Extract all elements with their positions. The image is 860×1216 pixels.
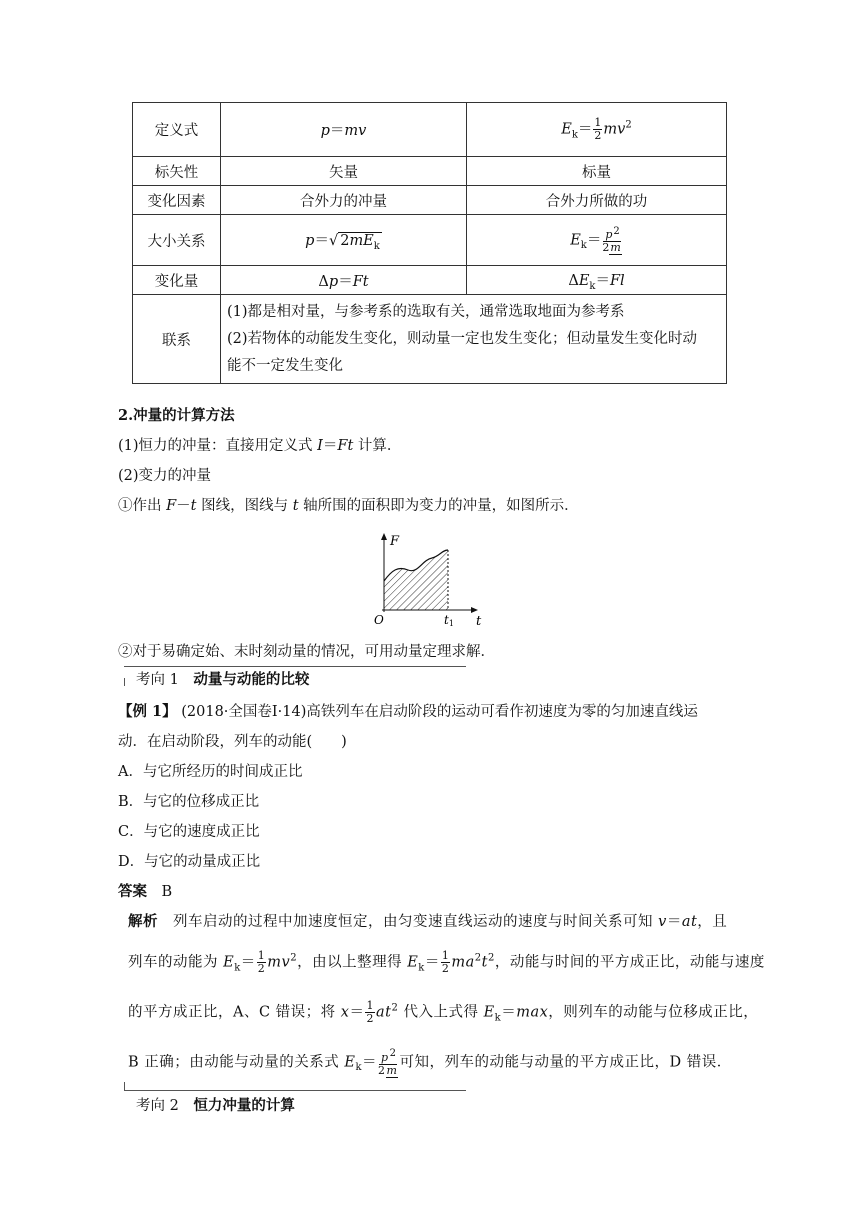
row-label: 联系: [133, 295, 221, 384]
row-label: 变化量: [133, 266, 221, 295]
row-label: 定义式: [133, 103, 221, 157]
table-row: [133, 186, 727, 215]
momentum-magnitude: p＝√ $2mE_k$: [221, 215, 467, 266]
y-axis-label: F: [390, 534, 400, 549]
section-rule: [124, 666, 466, 667]
example-stem: 动．在启动阶段，列车的动能( ): [118, 734, 347, 750]
relation-cell: [221, 295, 727, 384]
paragraph: ②对于易确定始、末时刻动量的情况，可用动量定理求解．: [118, 644, 495, 660]
x-axis-label: t: [476, 614, 482, 629]
option-c: C．与它的速度成正比: [118, 824, 260, 840]
analysis-line: 列车的动能为 $E_k=$ $\frac{1}{2}$ $mv^2$，由以上整理得 $E_k=$ $\frac{1}{2}$ $ma^2t^2$，动能与时间的平方成正比，动能与速度: [128, 949, 765, 975]
force-time-graph: [370, 530, 490, 630]
impulse-area: [384, 550, 448, 610]
row-label: 标矢性: [133, 157, 221, 186]
t1-label: t1: [444, 613, 454, 628]
table-row: [133, 295, 727, 384]
analysis-line: B 正确；由动能与动量的关系式 $E_k=$ $\frac{p^2}{2m}$ 可知，列车的动能与动量的平方成正比，D 错误．: [128, 1048, 732, 1077]
option-b: B．与它的位移成正比: [118, 794, 260, 810]
section-rule: [124, 1090, 466, 1091]
row-label: 大小关系: [133, 215, 221, 266]
kinetic-energy-cell: 合外力所做的功: [467, 186, 727, 215]
paragraph: (1)恒力的冲量：直接用定义式 I＝Ft 计算．: [118, 438, 402, 454]
row-label: 变化因素: [133, 186, 221, 215]
analysis-line: 的平方成正比，A、C 错误；将 x＝ $\frac{1}{2}$ $at^2$ 代入上式得 $E_k=\max$，则列车的动能与位移成正比，: [128, 999, 759, 1025]
table-row: [133, 103, 727, 157]
kinetic-energy-definition: $E_k=$ $\frac{1}{2}$ $mv^2$: [467, 103, 727, 157]
relation-line: 能不一定发生变化: [227, 357, 343, 374]
momentum-cell: 合外力的冲量: [221, 186, 467, 215]
section-tick: [124, 1082, 125, 1090]
topic-heading: 考向 1 动量与动能的比较: [136, 671, 310, 688]
option-d: D．与它的动量成正比: [118, 854, 261, 870]
topic-heading: 考向 2 恒力冲量的计算: [136, 1097, 295, 1114]
section-tick: [124, 678, 125, 686]
x-axis-arrow: [471, 607, 478, 613]
kinetic-energy-magnitude: $E_k=$ $\frac{p^2}{2m}$: [467, 215, 727, 266]
option-a: A．与它所经历的时间成正比: [118, 764, 303, 780]
y-axis-arrow: [381, 533, 387, 540]
table-row: [133, 157, 727, 186]
relation-line: (2)若物体的动能发生变化，则动量一定也发生变化；但动量发生变化时动: [227, 330, 698, 347]
paragraph: (2)变力的冲量: [118, 468, 212, 484]
example-stem: 【例 1】 (2018·全国卷Ⅰ·14)高铁列车在启动阶段的运动可看作初速度为零的匀加速直线运: [118, 703, 698, 720]
kinetic-energy-cell: 标量: [467, 157, 727, 186]
momentum-definition: p＝mv: [221, 103, 467, 157]
momentum-change: Δp＝Ft: [221, 266, 467, 295]
table-row: [133, 266, 727, 295]
kinetic-energy-change: $\Delta E_k=Fl$: [467, 266, 727, 295]
comparison-table: [132, 102, 727, 384]
table-row: [133, 215, 727, 266]
momentum-cell: 矢量: [221, 157, 467, 186]
answer: 答案 B: [118, 883, 173, 900]
section-heading: 2.冲量的计算方法: [118, 407, 235, 424]
origin-label: O: [374, 613, 384, 627]
analysis-line: 解析 列车启动的过程中加速度恒定，由匀变速直线运动的速度与时间关系可知 v＝at，且: [128, 913, 728, 930]
paragraph: ①作出 F－t 图线，图线与 t 轴所围的面积即为变力的冲量，如图所示．: [118, 498, 579, 514]
relation-line: (1)都是相对量，与参考系的选取有关，通常选取地面为参考系: [227, 303, 625, 320]
